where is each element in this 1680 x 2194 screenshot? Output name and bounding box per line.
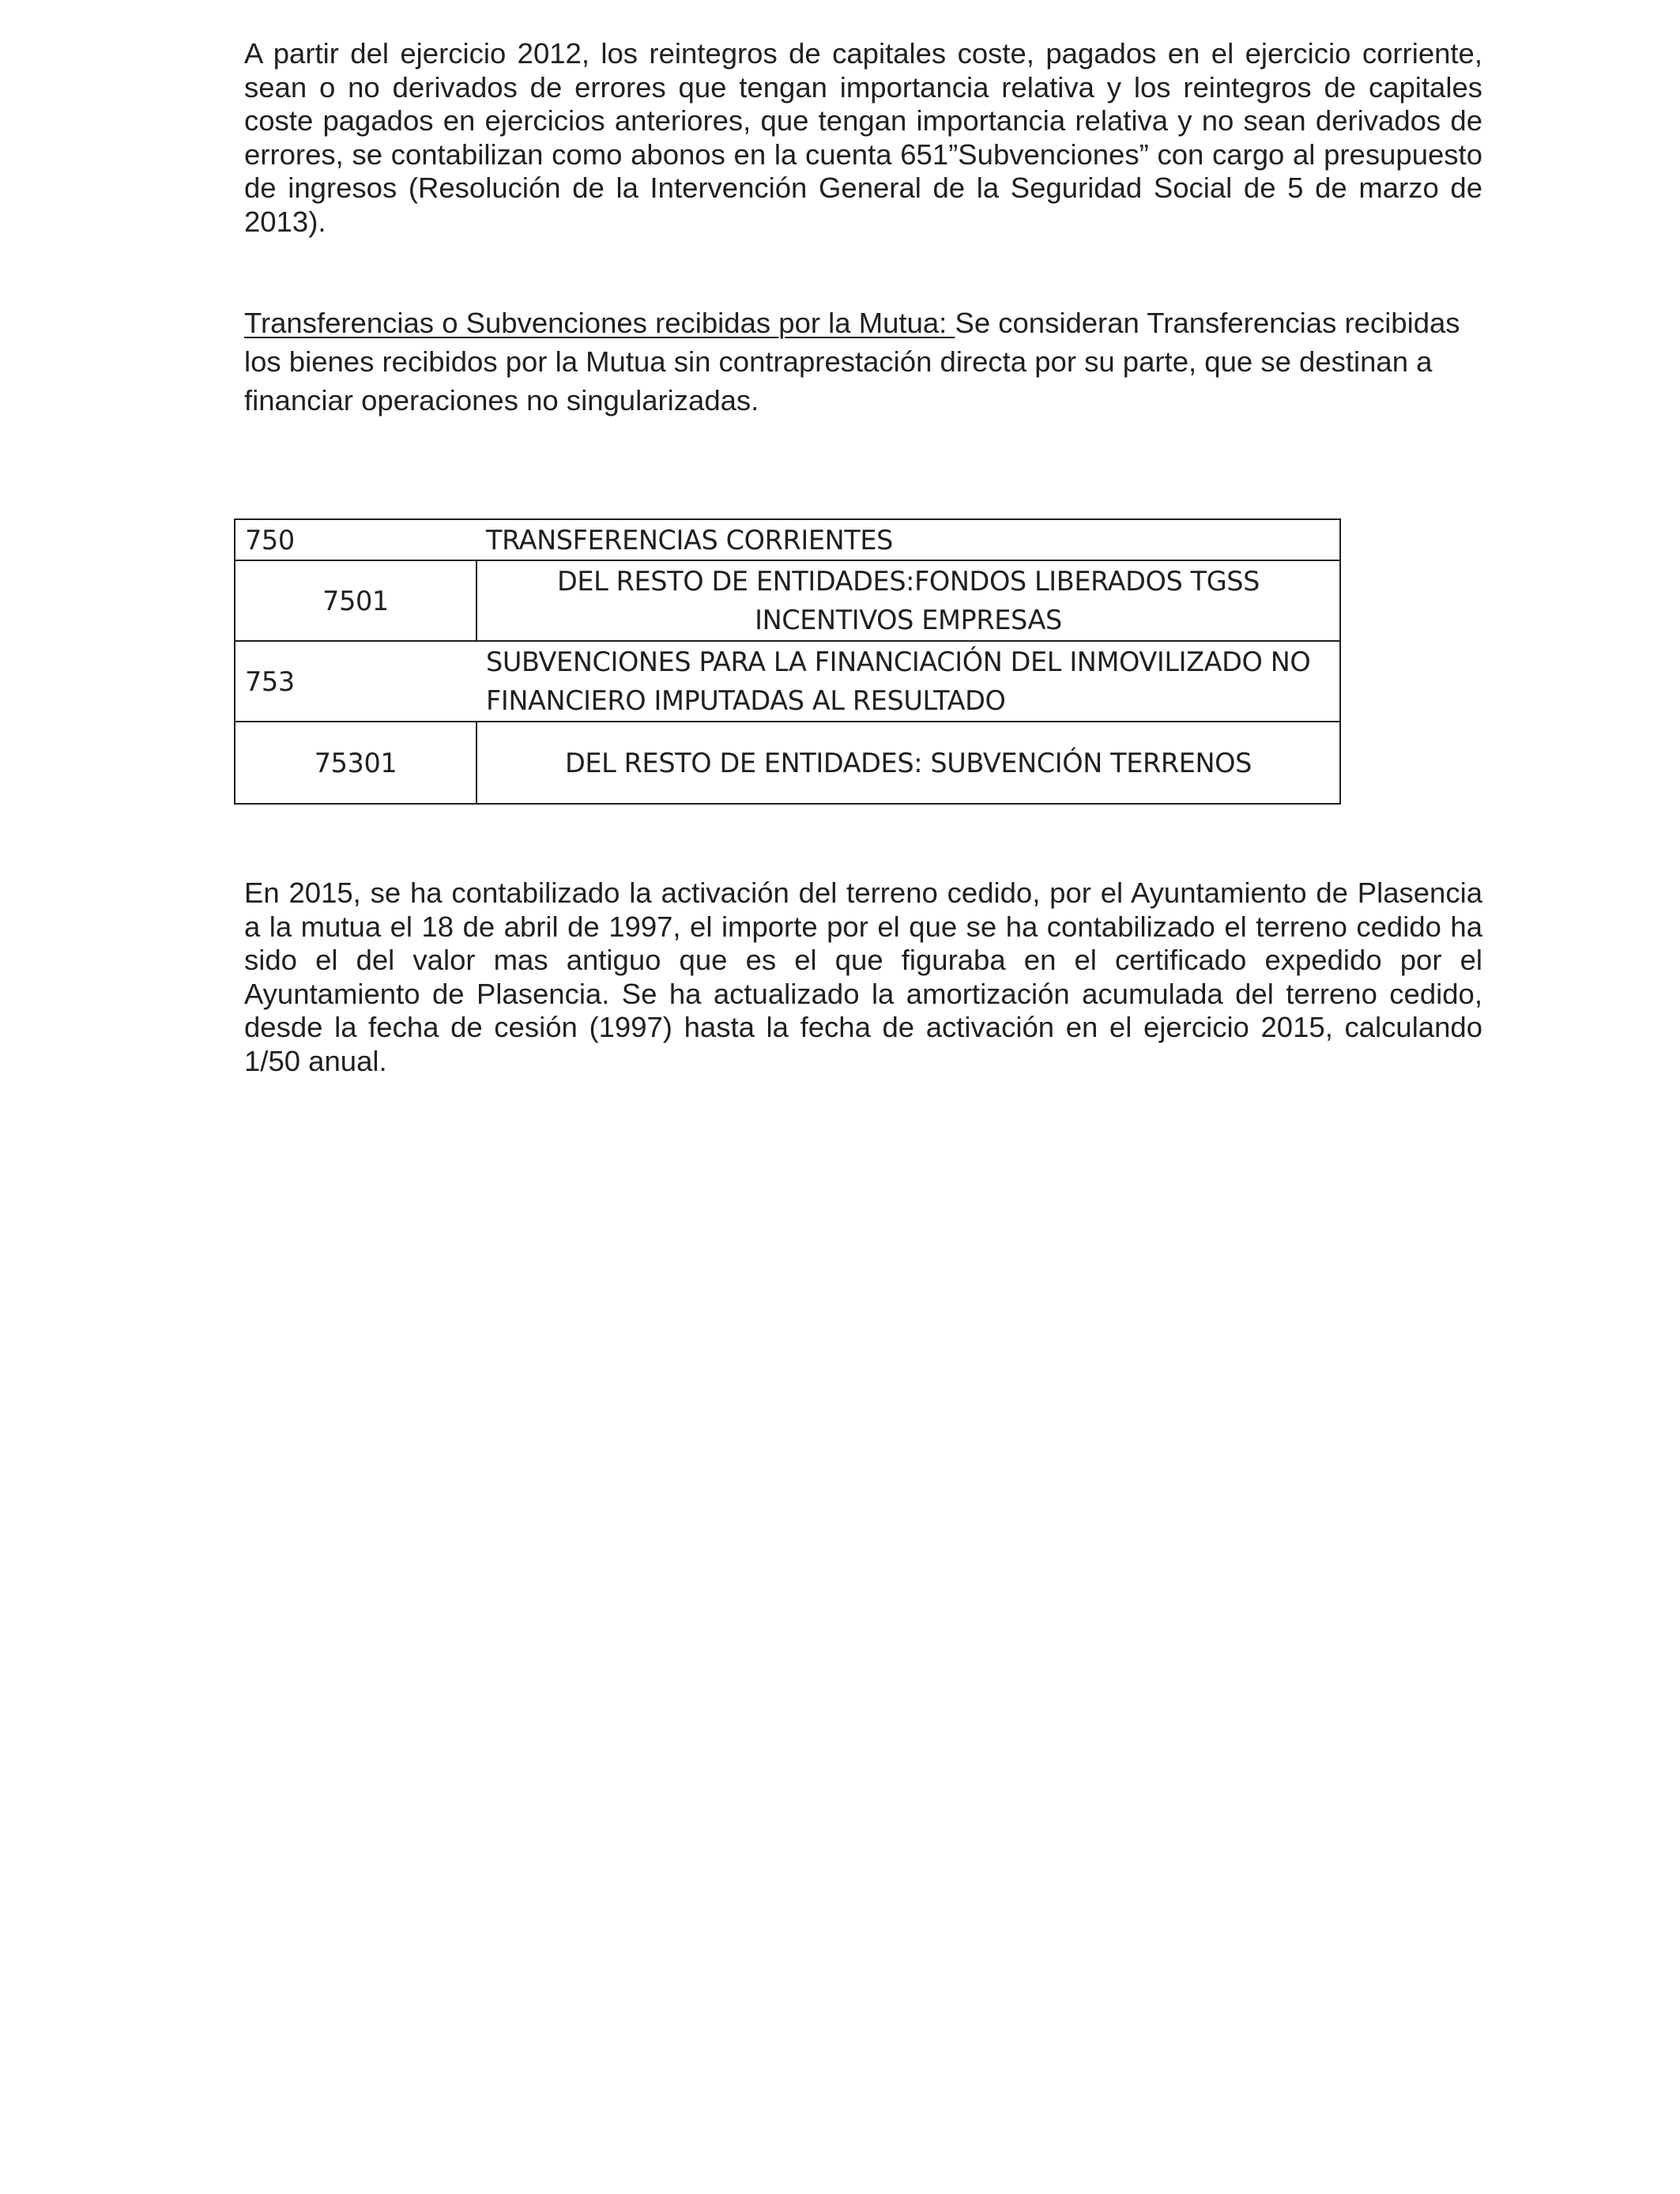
paragraph-reintegros: A partir del ejercicio 2012, los reintegros de capitales coste, pagados en el ejercicio corriente, sean o no derivados de errores que tengan importancia relativa y los reintegros de capitales coste pagados en ejercicios anteriores, que tengan importancia relativa y no sean derivados de errores, se contabilizan como abonos en la cuenta 651”Subvenciones” con cargo al presupuesto de ingresos (Resolución de la Intervención General de la Seguridad Social de 5 de marzo de 2013). — [244, 37, 1482, 238]
description-line: SUBVENCIONES PARA LA FINANCIACIÓN DEL INMOVILIZADO NO — [486, 647, 1311, 677]
account-description: DEL RESTO DE ENTIDADES: SUBVENCIÓN TERRENOS — [477, 722, 1340, 804]
account-code: 75301 — [235, 722, 477, 804]
paragraph-activacion-terreno: En 2015, se ha contabilizado la activación del terreno cedido, por el Ayuntamiento de Plasencia a la mutua el 18 de abril de 1997, el importe por el que se ha contabilizado el terreno cedido ha sido el del valor mas antiguo que es el que figuraba en el certificado expedido por el Ayuntamiento de Plasencia. Se ha actualizado la amortización acumulada del terreno cedido, desde la fecha de cesión (1997) hasta la fecha de activación en el ejercicio 2015, calculando 1/50 anual. — [244, 876, 1482, 1077]
table-row — [235, 641, 1340, 722]
account-code: 7501 — [235, 560, 477, 641]
accounts-table — [234, 518, 1341, 805]
table-row — [235, 560, 1340, 641]
account-code: 753 — [235, 641, 477, 722]
account-description — [477, 641, 1340, 722]
transferencias-body: Se consideran Transferencias recibidas los bienes recibidos por la Mutua sin contraprestación directa por su parte, que se destinan a financiar operaciones no singularizadas. — [244, 307, 1460, 417]
account-code: 750 — [235, 519, 477, 560]
description-line: DEL RESTO DE ENTIDADES:FONDOS LIBERADOS TGSS — [556, 566, 1260, 597]
transferencias-heading: Transferencias o Subvenciones recibidas por la Mutua: — [244, 307, 955, 339]
table-row — [235, 519, 1340, 560]
account-description — [477, 560, 1340, 641]
table-row — [235, 722, 1340, 804]
paragraph-transferencias — [244, 303, 1493, 420]
account-description: TRANSFERENCIAS CORRIENTES — [477, 519, 1340, 560]
description-line: FINANCIERO IMPUTADAS AL RESULTADO — [486, 685, 1006, 716]
description-line: INCENTIVOS EMPRESAS — [755, 605, 1062, 635]
